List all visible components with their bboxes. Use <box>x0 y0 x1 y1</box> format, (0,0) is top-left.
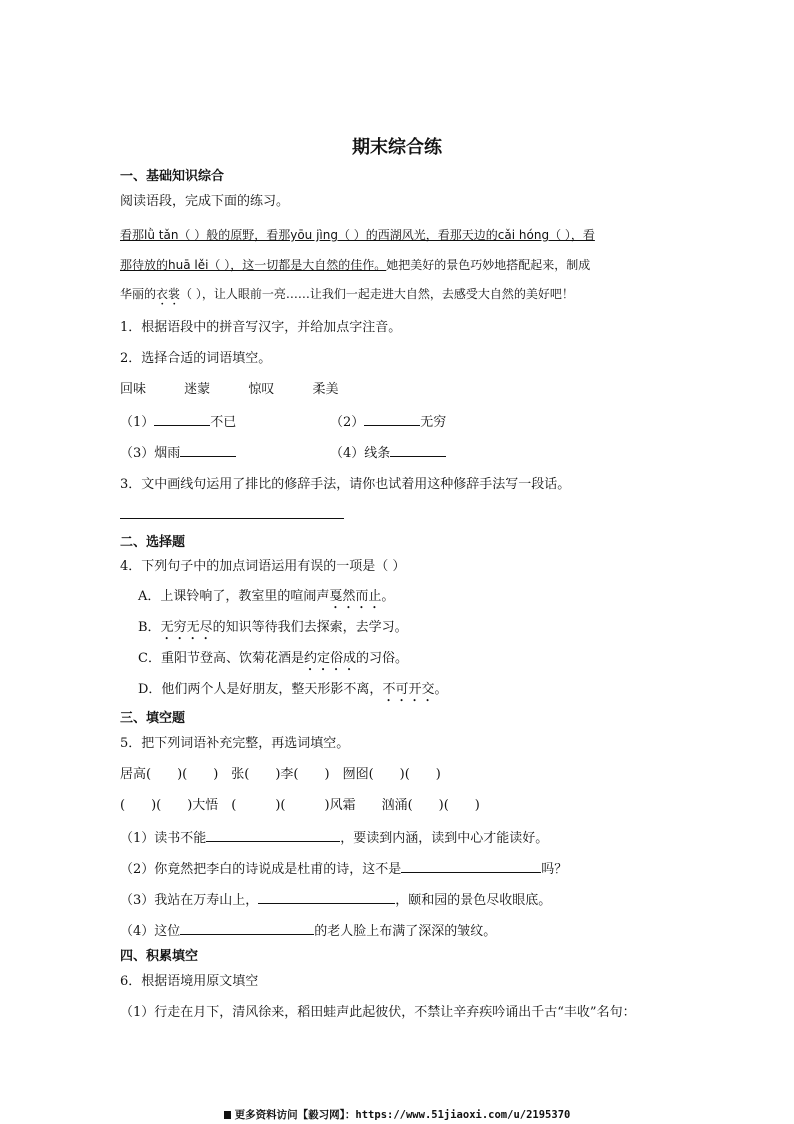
answer-blank[interactable] <box>154 412 210 426</box>
answer-blank[interactable] <box>180 921 314 935</box>
fill-1 <box>120 828 548 848</box>
option-a[interactable] <box>138 588 394 612</box>
option-a-dotted: 戛然而止 <box>329 589 382 604</box>
s1-intro: 阅读语段，完成下面的练习。 <box>120 194 290 209</box>
question-6-1: （1）行走在月下，清风徐来，稻田蛙声此起彼伏，不禁让辛弃疾吟诵出千古“丰收”名句： <box>120 1005 636 1020</box>
flag-icon <box>224 1111 231 1119</box>
word-bank-item: 柔美 <box>312 382 339 397</box>
dotted-word-clothes: 衣裳 <box>156 287 181 301</box>
q2-item-4 <box>330 443 446 463</box>
fill-1-post: ，要读到内涵，读到中心才能读好。 <box>340 831 549 846</box>
option-a-pre: A．上课铃响了，教室里的喧闹声 <box>138 589 330 604</box>
section-2-heading: 二、选择题 <box>120 535 186 550</box>
q2-item-1-label: （1） <box>120 415 155 430</box>
answer-blank[interactable] <box>401 859 541 873</box>
option-d[interactable] <box>138 681 447 705</box>
fill-3 <box>120 890 551 910</box>
passage-line-3-a: 华丽的 <box>120 287 157 301</box>
q2-item-2 <box>330 412 446 432</box>
passage-line-1: 看那lǜ tǎn（ ）般的原野，看那yōu jìng（ ）的西湖风光，看那天边的cǎi hóng（ ），看 <box>120 228 595 242</box>
answer-blank[interactable] <box>390 443 446 457</box>
option-c-pre: C．重阳节登高、饮菊花酒是 <box>138 651 304 666</box>
option-b-pre: B． <box>138 620 161 635</box>
q2-item-2-label: （2） <box>330 415 365 430</box>
section-1-heading: 一、基础知识综合 <box>120 169 225 184</box>
page-title: 期末综合练 <box>352 137 442 158</box>
idiom-row-1: 居高( )( ) 张( )李( ) 囫囵( )( ) <box>120 767 441 782</box>
fill-2 <box>120 859 567 879</box>
passage-line-2-underlined: 那待放的huā lěi（ ），这一切都是大自然的佳作。 <box>120 258 387 272</box>
answer-blank[interactable] <box>364 412 420 426</box>
fill-4-post: 的老人脸上布满了深深的皱纹。 <box>314 924 497 939</box>
word-bank <box>120 381 372 399</box>
option-b-post: 的知识等待我们去探索，去学习。 <box>212 620 408 635</box>
fill-4-pre: （4）这位 <box>120 924 181 939</box>
word-bank-item: 回味 <box>120 382 147 397</box>
q2-item-1-after: 不已 <box>210 415 237 430</box>
question-5: 5．把下列词语补充完整，再选词填空。 <box>120 736 350 751</box>
word-bank-item: 迷蒙 <box>184 382 211 397</box>
footer-link[interactable] <box>0 1107 794 1122</box>
footer-text: 更多资料访问【毅习网】：https://www.51jiaoxi.com/u/2195370 <box>234 1109 571 1121</box>
section-3-heading: 三、填空题 <box>120 711 186 726</box>
option-b[interactable] <box>138 619 408 643</box>
question-1: 1．根据语段中的拼音写汉字，并给加点字注音。 <box>120 320 402 335</box>
question-6: 6．根据语境用原文填空 <box>120 974 259 989</box>
answer-blank[interactable] <box>258 890 395 904</box>
q3-answer-line[interactable] <box>120 518 344 519</box>
option-c-dotted: 约定俗成 <box>303 651 356 666</box>
option-d-pre: D．他们两个人是好朋友，整天形影不离， <box>138 682 383 697</box>
q2-item-4-label: （4）线条 <box>330 446 391 461</box>
idiom-row-2: ( )( )大悟 ( )( )风霜 汹涌( )( ) <box>120 798 480 813</box>
question-3: 3．文中画线句运用了排比的修辞手法，请你也试着用这种修辞手法写一段话。 <box>120 477 571 492</box>
question-2: 2．选择合适的词语填空。 <box>120 351 272 366</box>
fill-1-pre: （1）读书不能 <box>120 831 207 846</box>
fill-2-post: 吗？ <box>541 862 568 877</box>
passage-line-2-rest: 她把美好的景色巧妙地搭配起来，制成 <box>386 258 591 272</box>
answer-blank[interactable] <box>206 828 340 842</box>
fill-3-pre: （3）我站在万寿山上， <box>120 893 259 908</box>
option-c-post: 的习俗。 <box>355 651 408 666</box>
passage-line-3-b: （ ），让人眼前一亮……让我们一起走进大自然，去感受大自然的美好吧！ <box>180 287 574 301</box>
passage-line-2 <box>120 256 590 274</box>
answer-blank[interactable] <box>180 443 236 457</box>
fill-4 <box>120 921 496 941</box>
fill-3-post: ，颐和园的景色尽收眼底。 <box>395 893 552 908</box>
q2-item-2-after: 无穷 <box>420 415 447 430</box>
option-d-post: 。 <box>434 682 448 697</box>
section-4-heading: 四、积累填空 <box>120 949 199 964</box>
question-4: 4．下列句子中的加点词语运用有误的一项是（ ） <box>120 559 406 574</box>
option-c[interactable] <box>138 650 408 674</box>
q2-row-2 <box>120 443 680 463</box>
word-bank-item: 惊叹 <box>248 382 275 397</box>
option-b-dotted: 无穷无尽 <box>160 620 213 635</box>
passage-line-3 <box>120 285 574 308</box>
q2-row-1 <box>120 412 680 432</box>
option-d-dotted: 不可开交 <box>382 682 435 697</box>
option-a-post: 。 <box>381 589 395 604</box>
fill-2-pre: （2）你竟然把李白的诗说成是杜甫的诗，这不是 <box>120 862 402 877</box>
q2-item-3-label: （3）烟雨 <box>120 446 181 461</box>
